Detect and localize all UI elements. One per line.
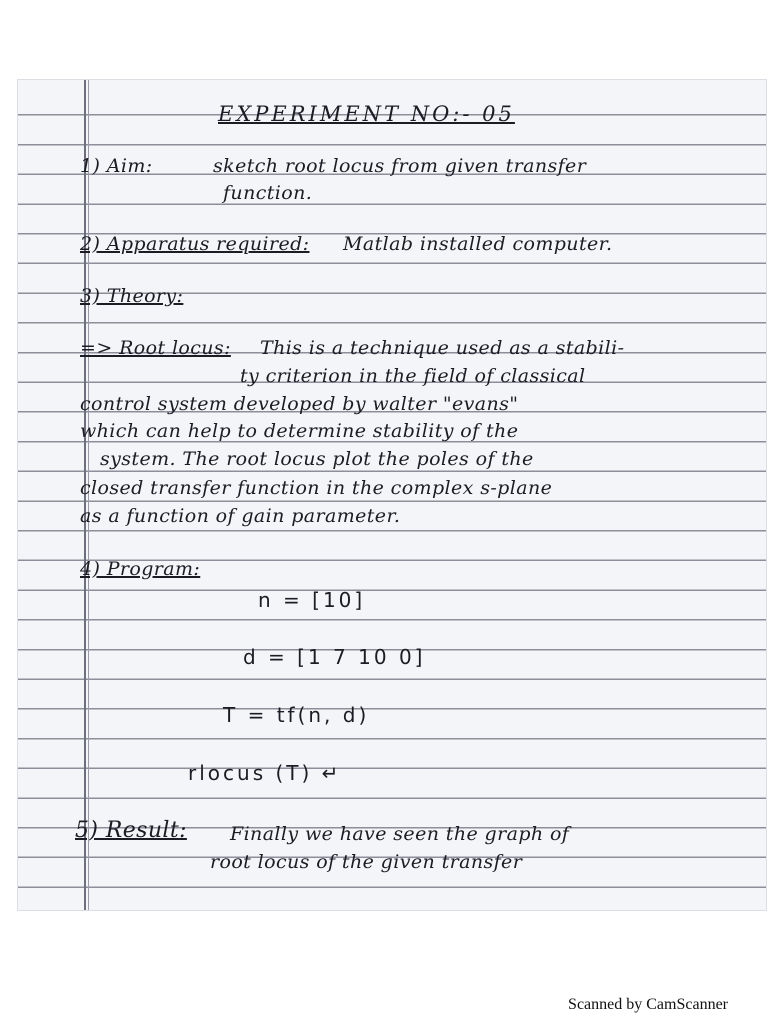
aim-text-line2: function. <box>223 182 313 204</box>
root-locus-line: This is a technique used as a stabili- <box>260 337 625 359</box>
root-locus-label: => Root locus: <box>80 337 231 359</box>
result-label: 5) Result: <box>75 818 187 843</box>
root-locus-line: as a function of gain parameter. <box>80 505 401 527</box>
code-line: T = tf(n, d) <box>223 703 370 727</box>
theory-label: 3) Theory: <box>80 285 184 307</box>
notebook-page <box>18 80 766 910</box>
root-locus-line: which can help to determine stability of the <box>80 420 519 442</box>
code-line: n = [10] <box>258 588 366 612</box>
aim-text-line1: sketch root locus from given transfer <box>213 155 587 177</box>
result-text-line1: Finally we have seen the graph of <box>230 823 570 845</box>
aim-label: 1) Aim: <box>80 155 153 177</box>
page-title: EXPERIMENT NO:- 05 <box>218 102 515 126</box>
apparatus-text: Matlab installed computer. <box>343 233 613 255</box>
code-line: rlocus (T) ↵ <box>188 761 342 785</box>
apparatus-label: 2) Apparatus required: <box>80 233 310 255</box>
root-locus-line: ty criterion in the field of classical <box>240 365 586 387</box>
root-locus-line: closed transfer function in the complex s-plane <box>80 477 553 499</box>
scanner-watermark: Scanned by CamScanner <box>568 996 728 1013</box>
root-locus-line: system. The root locus plot the poles of the <box>100 448 534 470</box>
result-text-line2: root locus of the given transfer <box>210 851 523 873</box>
program-label: 4) Program: <box>80 558 201 580</box>
code-line: d = [1 7 10 0] <box>243 645 426 669</box>
root-locus-line: control system developed by walter "evans" <box>80 393 519 415</box>
